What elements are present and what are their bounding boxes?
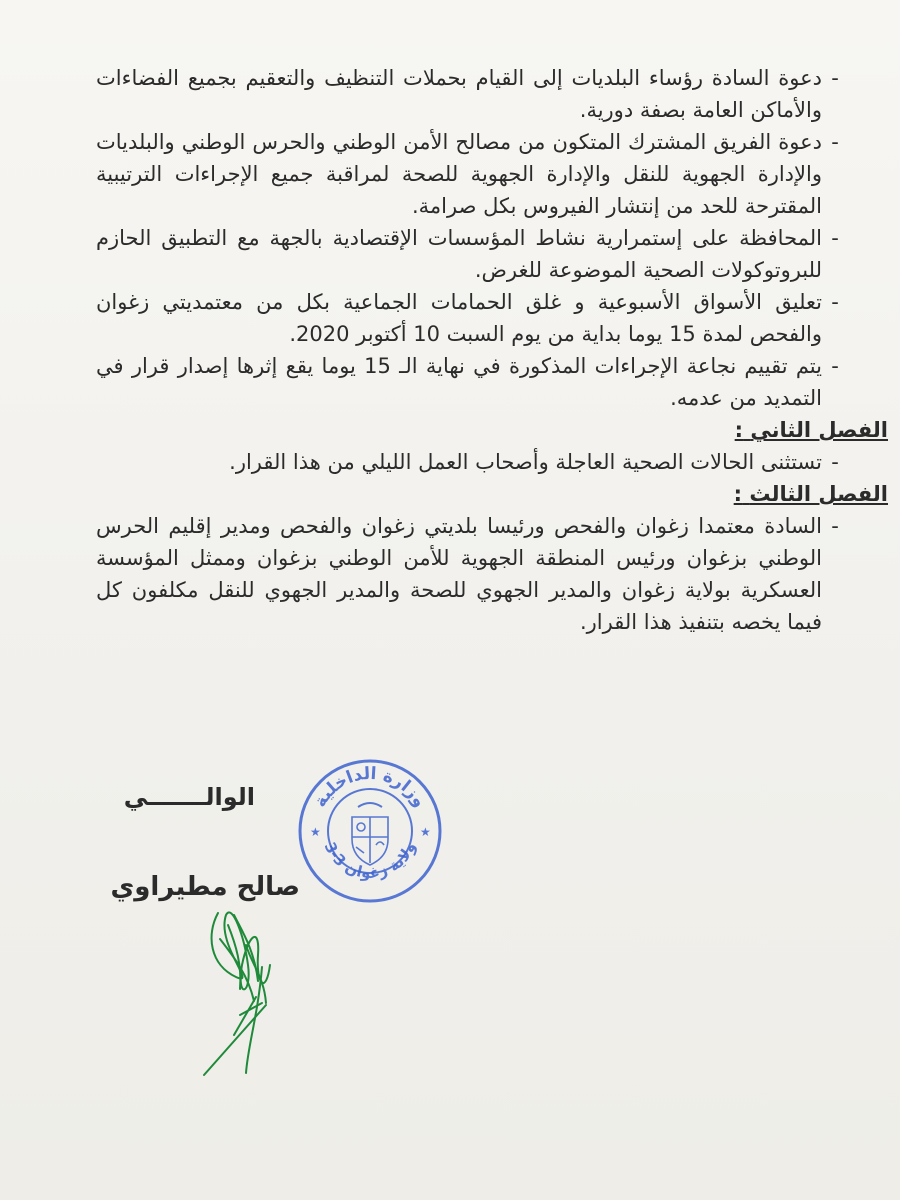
- bullet-dash: -: [831, 514, 839, 538]
- list-item: [96, 126, 892, 222]
- paragraph-text: تستثنى الحالات الصحية العاجلة وأصحاب العمل الليلي من هذا القرار.: [229, 450, 822, 474]
- list-item: [96, 350, 892, 414]
- paragraph-text: المحافظة على إستمرارية نشاط المؤسسات الإقتصادية بالجهة مع التطبيق الحازم للبروتوكولات الصحية الموضوعة للغرض.: [96, 226, 822, 282]
- handwritten-signature: [196, 905, 306, 1085]
- list-item: [96, 286, 892, 350]
- star-icon: ★: [310, 825, 321, 839]
- section-2-title: الفصل الثاني: [750, 418, 888, 442]
- paragraph-text: دعوة السادة رؤساء البلديات إلى القيام بحملات التنظيف والتعقيم بجميع الفضاءات والأماكن العامة بصفة دورية.: [96, 66, 822, 122]
- section-3-title: الفصل الثالث: [749, 482, 888, 506]
- paragraph-text: دعوة الفريق المشترك المتكون من مصالح الأمن الوطني والحرس الوطني والبلديات والإدارة الجهوية للنقل والإدارة الجهوية للصحة لمراقبة جميع الإجراءات الترتيبية المقترحة للحد من إنتشار الفيروس بكل صرامة.: [96, 130, 822, 218]
- section-2-colon: :: [734, 418, 744, 442]
- document-body: [96, 62, 892, 638]
- list-item: [96, 62, 892, 126]
- list-item: [96, 446, 892, 478]
- stamp-bottom-text: ولاية زغوان 3-3: [320, 839, 420, 883]
- official-stamp: [296, 757, 444, 905]
- star-icon: ★: [420, 825, 431, 839]
- bullet-dash: -: [831, 450, 839, 474]
- stamp-top-text: وزارة الداخلية: [310, 763, 430, 811]
- bullet-dash: -: [831, 66, 839, 90]
- bullet-dash: -: [831, 354, 839, 378]
- list-item: [96, 510, 892, 638]
- section-2-heading: [96, 414, 892, 446]
- bullet-dash: -: [831, 130, 839, 154]
- paragraph-text: السادة معتمدا زغوان والفحص ورئيسا بلديتي زغوان والفحص ومدير إقليم الحرس الوطني بزغوان ورئيس المنطقة الجهوية للأمن الوطني بزغوان وممثل المؤسسة العسكرية بولاية زغوان والمدير الجهوي للصحة والمدير الجهوي للنقل مكلفون كل فيما يخصه بتنفيذ هذا القرار.: [96, 514, 822, 634]
- bullet-dash: -: [831, 226, 839, 250]
- section-3-heading: [96, 478, 892, 510]
- signatory-name: صالح مطيراوي: [110, 872, 300, 902]
- emblem-icon: [352, 803, 388, 865]
- paragraph-text: يتم تقييم نجاعة الإجراءات المذكورة في نهاية الـ 15 يوما يقع إثرها إصدار قرار في التمديد من عدمه.: [96, 354, 822, 410]
- signatory-title: الوالـــــــي: [123, 783, 255, 811]
- bullet-dash: -: [831, 290, 839, 314]
- paragraph-text: تعليق الأسواق الأسبوعية و غلق الحمامات الجماعية بكل من معتمديتي زغوان والفحص لمدة 15 يوما بداية من يوم السبت 10 أكتوبر 2020.: [96, 290, 822, 346]
- list-item: [96, 222, 892, 286]
- section-3-colon: :: [733, 482, 743, 506]
